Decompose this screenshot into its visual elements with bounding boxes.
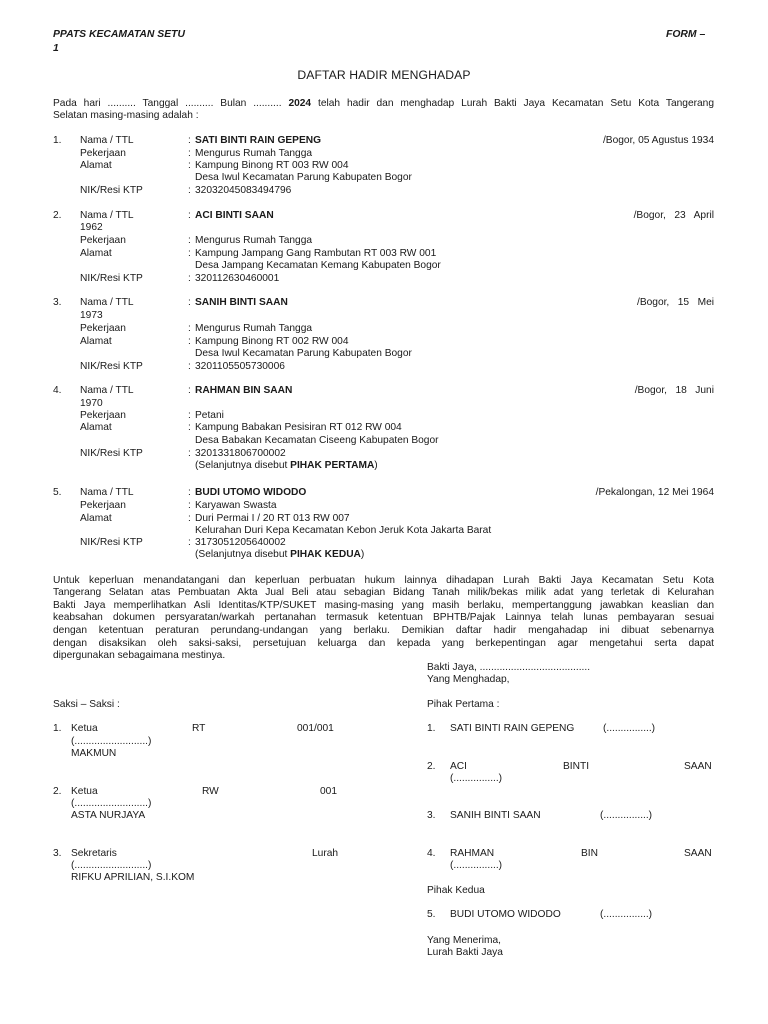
signer-name-part: RAHMAN <box>450 848 495 859</box>
person-address-2: Desa Jampang Kecamatan Kemang Kabupaten Bogor <box>195 260 441 271</box>
colon: : <box>188 422 191 433</box>
person-birth-year: 1962 <box>80 222 103 233</box>
intro-line-2: Selatan masing-masing adalah : <box>53 110 199 121</box>
signer-name-part: BINTI <box>563 761 590 772</box>
person-nik: 3173051205640002 <box>195 537 286 548</box>
signer-number: 4. <box>427 848 436 859</box>
signature-line: (..........................) <box>71 860 152 871</box>
person-birth-year: 1973 <box>80 310 103 321</box>
signature-line: (................) <box>600 810 653 821</box>
header-office-number: 1 <box>53 43 59 54</box>
body-line: keabsahan dokumen persyaratan/warkah pertanahan termasuk ketentuan BPHTB/Pajak Lainnya telah lunas pembayaran sesuai <box>53 612 714 623</box>
colon: : <box>188 487 191 498</box>
label-pekerjaan: Pekerjaan <box>80 500 126 511</box>
pihak-kedua-heading: Pihak Kedua <box>427 885 485 896</box>
person-address-2: Desa Babakan Kecamatan Ciseeng Kabupaten Bogor <box>195 435 439 446</box>
person-address-1: Kampung Babakan Pesisiran RT 012 RW 004 <box>195 422 402 433</box>
label-pekerjaan: Pekerjaan <box>80 235 126 246</box>
place-date: Bakti Jaya, ....................................... <box>427 662 591 673</box>
body-line: dengan disaksikan oleh saksi-saksi, persetujuan keluarga dan kepada yang berkepentingan agar mengetahui serta dapat <box>53 638 714 649</box>
label-nik: NIK/Resi KTP <box>80 448 143 459</box>
saksi-heading: Saksi – Saksi : <box>53 699 120 710</box>
label-nama-ttl: Nama / TTL <box>80 297 134 308</box>
party-note: (Selanjutnya disebut PIHAK KEDUA) <box>195 549 365 560</box>
label-nik: NIK/Resi KTP <box>80 185 143 196</box>
party-note: (Selanjutnya disebut PIHAK PERTAMA) <box>195 460 378 471</box>
saksi-role: Ketua <box>71 786 98 797</box>
colon: : <box>188 537 191 548</box>
person-birth: /Bogor, 05 Agustus 1934 <box>602 135 714 146</box>
person-nik: 320112630460001 <box>195 273 280 284</box>
label-alamat: Alamat <box>80 248 112 259</box>
signer-number: 2. <box>427 761 436 772</box>
person-number: 4. <box>53 385 62 396</box>
signer-name-part: BIN <box>581 848 598 859</box>
person-name: RAHMAN BIN SAAN <box>195 385 293 396</box>
colon: : <box>188 385 191 396</box>
person-number: 2. <box>53 210 62 221</box>
colon: : <box>188 448 191 459</box>
person-job: Petani <box>195 410 224 421</box>
yang-menghadap-label: Yang Menghadap, <box>427 674 510 685</box>
person-nik: 3201331806700002 <box>195 448 286 459</box>
label-nama-ttl: Nama / TTL <box>80 135 134 146</box>
saksi-number: 3. <box>53 848 62 859</box>
person-address-1: Kampung Jampang Gang Rambutan RT 003 RW 001 <box>195 248 437 259</box>
colon: : <box>188 361 191 372</box>
saksi-unit: Lurah <box>312 848 339 859</box>
colon: : <box>188 323 191 334</box>
saksi-number: 2. <box>53 786 62 797</box>
colon: : <box>188 513 191 524</box>
label-alamat: Alamat <box>80 336 112 347</box>
colon: : <box>188 248 191 259</box>
signature-line: (..........................) <box>71 736 152 747</box>
person-address-2: Desa Iwul Kecamatan Parung Kabupaten Bogor <box>195 172 412 183</box>
header-form-label: FORM – <box>666 29 706 40</box>
body-line: dipergunakan sebagaimana mestinya. <box>53 650 226 661</box>
person-address-1: Kampung Binong RT 002 RW 004 <box>195 336 349 347</box>
label-nama-ttl: Nama / TTL <box>80 210 134 221</box>
label-alamat: Alamat <box>80 513 112 524</box>
person-name: SANIH BINTI SAAN <box>195 297 288 308</box>
body-line: Untuk keperluan menandatangani dan keperluan perbuatan hukum lainnya dihadapan Lurah Bakti Jaya Kecamatan Setu Kota <box>53 575 714 586</box>
person-address-2: Kelurahan Duri Kepa Kecamatan Kebon Jeruk Kota Jakarta Barat <box>195 525 492 536</box>
colon: : <box>188 160 191 171</box>
lurah-label: Lurah Bakti Jaya <box>427 947 503 958</box>
saksi-unit: RT <box>192 723 206 734</box>
saksi-number: 1. <box>53 723 62 734</box>
signature-line: (................) <box>603 723 656 734</box>
person-job: Karyawan Swasta <box>195 500 277 511</box>
person-address-1: Kampung Binong RT 003 RW 004 <box>195 160 349 171</box>
person-birth: /Bogor, 18 Juni <box>634 385 714 396</box>
signer-number: 1. <box>427 723 436 734</box>
colon: : <box>188 500 191 511</box>
label-nik: NIK/Resi KTP <box>80 361 143 372</box>
saksi-name: RIFKU APRILIAN, S.I.KOM <box>71 872 195 883</box>
person-nik: 3201105505730006 <box>195 361 285 372</box>
intro-line-1: Pada hari .......... Tanggal .......... Bulan .......... 2024 telah hadir dan menghadap Lurah Bakti Jaya Kecamatan Setu Kota Tangerang <box>53 98 714 109</box>
person-birth: /Bogor, 23 April <box>633 210 714 221</box>
saksi-unit-number: 001 <box>320 786 337 797</box>
person-number: 5. <box>53 487 62 498</box>
signer-number: 3. <box>427 810 436 821</box>
signer-name-part: ACI <box>450 761 467 772</box>
person-birth-year: 1970 <box>80 398 103 409</box>
colon: : <box>188 210 191 221</box>
saksi-role: Sekretaris <box>71 848 117 859</box>
body-line: Tangerang Selatan atas Pembuatan Akta Jual Beli atau sebagian Bidang Tanah milik/bekas milik adat yang terletak di Kelurahan <box>53 587 714 598</box>
saksi-unit: RW <box>202 786 219 797</box>
colon: : <box>188 148 191 159</box>
signer-name: BUDI UTOMO WIDODO <box>450 909 561 920</box>
person-number: 3. <box>53 297 62 308</box>
person-address-1: Duri Permai I / 20 RT 013 RW 007 <box>195 513 350 524</box>
person-nik: 32032045083494796 <box>195 185 292 196</box>
colon: : <box>188 235 191 246</box>
colon: : <box>188 336 191 347</box>
signature-line: (................) <box>600 909 653 920</box>
person-job: Mengurus Rumah Tangga <box>195 235 313 246</box>
signer-name-part: SAAN <box>684 848 712 859</box>
label-alamat: Alamat <box>80 422 112 433</box>
yang-menerima-label: Yang Menerima, <box>427 935 501 946</box>
saksi-name: MAKMUN <box>71 748 117 759</box>
colon: : <box>188 410 191 421</box>
colon: : <box>188 185 191 196</box>
saksi-role: Ketua <box>71 723 98 734</box>
label-pekerjaan: Pekerjaan <box>80 410 126 421</box>
label-alamat: Alamat <box>80 160 112 171</box>
signature-line: (................) <box>450 860 503 871</box>
person-name: SATI BINTI RAIN GEPENG <box>195 135 322 146</box>
pihak-pertama-heading: Pihak Pertama : <box>427 699 500 710</box>
person-name: BUDI UTOMO WIDODO <box>195 487 307 498</box>
signer-name-part: SAAN <box>684 761 712 772</box>
label-nik: NIK/Resi KTP <box>80 537 143 548</box>
person-birth: /Pekalongan, 12 Mei 1964 <box>595 487 714 498</box>
label-pekerjaan: Pekerjaan <box>80 148 126 159</box>
label-nik: NIK/Resi KTP <box>80 273 143 284</box>
person-job: Mengurus Rumah Tangga <box>195 323 313 334</box>
document-title: DAFTAR HADIR MENGHADAP <box>297 68 471 82</box>
label-nama-ttl: Nama / TTL <box>80 487 134 498</box>
person-job: Mengurus Rumah Tangga <box>195 148 313 159</box>
body-line: dengan ketentuan peraturan perundang-undangan yang berlaku. Demikian daftar hadir mengahadap ini dibuat sebenarnya <box>53 625 714 636</box>
colon: : <box>188 297 191 308</box>
label-nama-ttl: Nama / TTL <box>80 385 134 396</box>
label-pekerjaan: Pekerjaan <box>80 323 126 334</box>
signer-name: SATI BINTI RAIN GEPENG <box>450 723 575 734</box>
body-line: Bakti Jaya memperlihatkan Asli Identitas/KTP/SUKET masing-masing yang masih berlaku, mempertanggung jawabkan keaslian dan <box>53 600 714 611</box>
signer-number: 5. <box>427 909 436 920</box>
saksi-unit-number: 001/001 <box>297 723 334 734</box>
person-address-2: Desa Iwul Kecamatan Parung Kabupaten Bogor <box>195 348 412 359</box>
signer-name: SANIH BINTI SAAN <box>450 810 541 821</box>
header-office: PPATS KECAMATAN SETU <box>53 29 185 40</box>
signature-line: (................) <box>450 773 503 784</box>
person-number: 1. <box>53 135 62 146</box>
saksi-name: ASTA NURJAYA <box>71 810 146 821</box>
person-name: ACI BINTI SAAN <box>195 210 274 221</box>
colon: : <box>188 135 191 146</box>
colon: : <box>188 273 191 284</box>
signature-line: (..........................) <box>71 798 152 809</box>
person-birth: /Bogor, 15 Mei <box>636 297 714 308</box>
